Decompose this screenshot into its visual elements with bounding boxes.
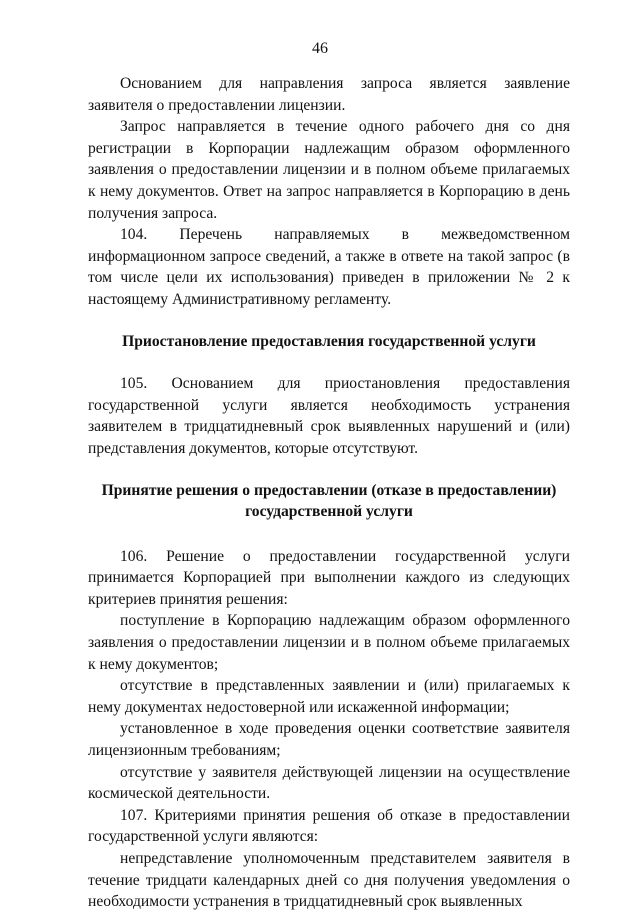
paragraph-107: 107. Критериями принятия решения об отказе в предоставлении государственной услуги являются: [88, 806, 570, 846]
document-body [88, 73, 570, 913]
paragraph-104: 104. Перечень направляемых в межведомственном информационном запросе сведений, а также в ответе на такой запрос (в том числе цели их использования) приведен в приложении № 2 к настоящему Административному регламенту. [88, 226, 570, 308]
criterion-item: отсутствие у заявителя действующей лицензии на осуществление космической деятельности. [88, 763, 570, 803]
section-heading-suspension: Приостановление предоставления государственной услуги [122, 332, 536, 350]
paragraph-105: 105. Основанием для приостановления предоставления государственной услуги является необходимость устранения заявителем в тридцатидневный срок выявленных нарушений и (или) представления документов, которые отсутствуют. [88, 375, 570, 457]
criterion-item: поступление в Корпорацию надлежащим образом оформленного заявления о предоставлении лицензии и в полном объеме прилагаемых к нему документов; [88, 612, 570, 673]
paragraph-request-timing: Запрос направляется в течение одного рабочего дня со дня регистрации в Корпорации надлежащим образом оформленного заявления о предоставлении лицензии и в полном объеме прилагаемых к нему документов. Ответ на запрос направляется в Корпорацию в день получения запроса. [88, 118, 570, 222]
criterion-item: установленное в ходе проведения оценки соответствие заявителя лицензионным требованиям; [88, 720, 570, 760]
paragraph-106: 106. Решение о предоставлении государственной услуги принимается Корпорацией при выполнении каждого из следующих критериев принятия решения: [88, 547, 570, 608]
section-heading-decision [88, 480, 570, 523]
section-heading-decision-line1: Принятие решения о предоставлении (отказе в предоставлении) [101, 481, 557, 499]
refusal-criterion-item: непредставление уполномоченным представителем заявителя в течение тридцати календарных дней со дня получения уведомления о необходимости устранения в тридцатидневный срок выявленных [88, 850, 570, 911]
section-heading-decision-line2: государственной услуги [245, 503, 413, 521]
criterion-item: отсутствие в представленных заявлении и (или) прилагаемых к нему документах недостоверной или искаженной информации; [88, 677, 570, 716]
page-number: 46 [312, 40, 328, 57]
paragraph-request-basis: Основанием для направления запроса является заявление заявителя о предоставлении лицензии. [88, 75, 570, 114]
